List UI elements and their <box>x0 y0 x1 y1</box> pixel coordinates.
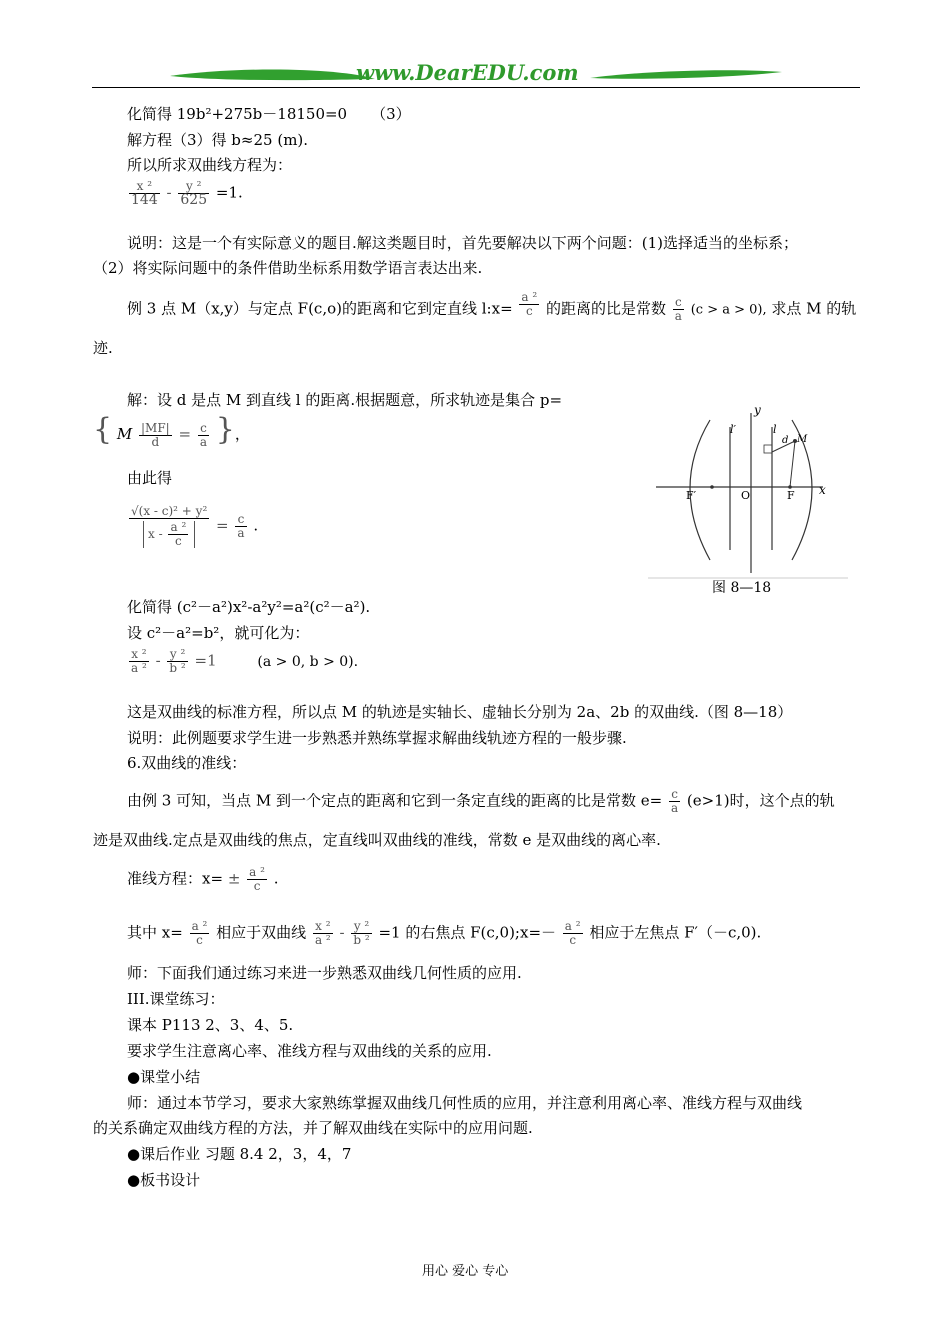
mf-segment <box>790 441 795 487</box>
let-line: 设 c²－a²=b²，就可化为： <box>127 624 310 642</box>
line-simplify-1: 化简得 19b²+275b－18150=0 （3） <box>127 105 411 123</box>
x-label: x <box>819 483 826 497</box>
where-line: 其中 x= $\frac{\text{a ²}}{c}$ 相应于双曲线 $\frac{\text{x ²}}{\text{a ²}}$ - $\frac{\text{y ²}}{\text{b ²}}$ =1 的右焦点 F(c,0);x=－ $\frac{\text{a ²}}{c}$ 相应于左焦点 F′（－c,0). <box>127 919 762 947</box>
definition-line: 由例 3 可知，当点 M 到一个定点的距离和它到一条定直线的距离的比是常数 e= $\frac{c}{a}$ (e>1)时，这个点的轨 <box>127 787 835 815</box>
definition-line-2: 迹是双曲线.定点是双曲线的焦点，定直线叫双曲线的准线，常数 e 是双曲线的离心率. <box>93 831 661 849</box>
left-directrix-label: l′ <box>730 423 737 436</box>
right-directrix-label: l <box>773 423 777 436</box>
logo-text: www.DearEDU.com <box>356 60 579 85</box>
solution-line: 解：设 d 是点 M 到直线 l 的距离.根据题意，所求轨迹是集合 p= <box>127 391 563 409</box>
note-1b: （2）将实际问题中的条件借助坐标系用数学语言表达出来. <box>93 259 483 277</box>
y-label: y <box>754 403 761 417</box>
simplify-2: 化简得 (c²－a²)x²-a²y²=a²(c²－a²). <box>127 598 371 616</box>
header-rule <box>92 87 860 88</box>
then-line: 由此得 <box>127 469 173 487</box>
focus-left <box>710 485 714 489</box>
origin-label: O <box>741 489 751 502</box>
line-so: 所以所求双曲线方程为： <box>127 156 293 174</box>
homework-text: 课本 P113 2、3、4、5. <box>127 1016 294 1034</box>
focus-left-label: F′ <box>686 489 697 502</box>
distance-ratio: √(x - c)² + y² x - $\frac{\text{a ²}}{c}$ = $\frac{c}{a}$ . <box>131 504 259 548</box>
equation-2: $\frac{\text{x ²}}{\text{a ²}}$ - $\frac{\text{y ²}}{\text{b ²}}$ =1 (a > 0, b > 0). <box>131 647 359 675</box>
note-1a: 说明：这是一个有实际意义的题目.解这类题目时，首先要解决以下两个问题：(1)选择适当的坐标系； <box>127 234 799 252</box>
hyperbola-diagram <box>648 405 848 600</box>
line-solve: 解方程（3）得 b≈25 (m). <box>127 131 309 149</box>
teacher-2b: 的关系确定双曲线方程的方法，并了解双曲线在实际中的应用问题. <box>93 1119 533 1137</box>
example-3: 例 3 点 M（x,y）与定点 F(c,o)的距离和它到定直线 l:x= $\frac{\text{a ²}}{c}$ 的距离的比是常数 $\frac{c}{a}$ (c > a > 0), 求点 M 的轨 <box>127 290 857 323</box>
board-design: ●板书设计 <box>127 1171 201 1189</box>
figure-caption: 图 8—18 <box>712 580 772 596</box>
m-label: M <box>797 434 808 445</box>
teacher-1: 师：下面我们通过练习来进一步熟悉双曲线几何性质的应用. <box>127 964 522 982</box>
d-label: d <box>782 435 789 446</box>
equation-1: $\frac{\text{x ²}}{144}$ - $\frac{\text{y ²}}{625}$ =1. <box>131 179 243 208</box>
figure-8-18 <box>648 405 848 600</box>
footer-text: 用心 爱心 专心 <box>422 1264 509 1279</box>
focus-right-label: F <box>787 489 795 502</box>
header-logo <box>170 62 782 88</box>
section-3: III.课堂练习： <box>127 990 225 1008</box>
section-6: 6.双曲线的准线： <box>127 754 247 772</box>
right-angle-mark <box>764 445 772 453</box>
requirement: 要求学生注意离心率、准线方程与双曲线的关系的应用. <box>127 1042 492 1060</box>
example-3-end: 迹. <box>93 339 113 357</box>
summary-heading: ●课堂小结 <box>127 1068 201 1086</box>
set-notation: { M $\frac{|MF|}{d}$ = $\frac{c}{a}$ }， <box>93 412 250 449</box>
standard-line: 这是双曲线的标准方程，所以点 M 的轨迹是实轴长、虚轴长分别为 2a、2b 的双曲线.（图 8—18） <box>127 703 793 721</box>
directrix-eq: 准线方程：x= ± $\frac{\text{a ²}}{c}$ . <box>127 865 279 893</box>
note-2: 说明：此例题要求学生进一步熟悉并熟练掌握求解曲线轨迹方程的一般步骤. <box>127 729 627 747</box>
after-class: ●课后作业 习题 8.4 2，3，4，7 <box>127 1145 352 1163</box>
teacher-2a: 师：通过本节学习，要求大家熟练掌握双曲线几何性质的应用，并注意利用离心率、准线方程与双曲线 <box>127 1094 803 1112</box>
